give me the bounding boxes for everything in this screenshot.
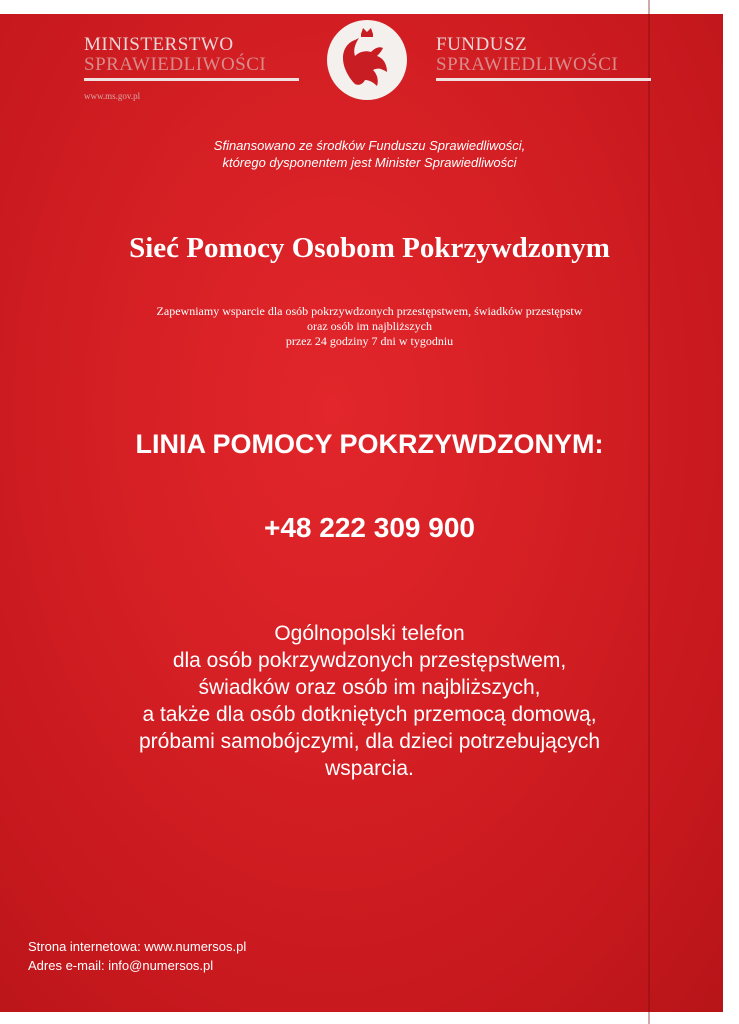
description-line: świadków oraz osób im najbliższych, xyxy=(198,676,541,699)
ministry-url: www.ms.gov.pl xyxy=(84,91,141,101)
ministry-line2: SPRAWIEDLIWOŚCI xyxy=(84,54,267,75)
funded-note-line2: którego dysponentem jest Minister Sprawiedliwości xyxy=(222,155,517,170)
fund-line1: FUNDUSZ xyxy=(436,34,528,55)
support-text xyxy=(0,304,739,349)
description xyxy=(0,620,739,782)
fund-logo xyxy=(436,34,656,81)
footer-website: Strona internetowa: www.numersos.pl xyxy=(28,939,247,954)
description-line: Ogólnopolski telefon xyxy=(274,622,465,645)
fund-line2: SPRAWIEDLIWOŚCI xyxy=(436,54,619,75)
fund-bar xyxy=(436,78,651,81)
page-title: Sieć Pomocy Osobom Pokrzywdzonym xyxy=(129,232,610,264)
scan-margin-bottom xyxy=(0,1012,739,1024)
description-line: próbami samobójczymi, dla dzieci potrzebujących xyxy=(138,730,601,753)
support-line2: oraz osób im najbliższych xyxy=(307,319,432,333)
description-line: dla osób pokrzywdzonych przestępstwem, xyxy=(172,649,567,672)
footer xyxy=(28,937,246,975)
hotline-label: LINIA POMOCY POKRZYWDZONYM: xyxy=(135,429,604,459)
phone-number: +48 222 309 900 xyxy=(264,512,475,543)
ministry-line1: MINISTERSTWO xyxy=(84,34,234,55)
scan-margin-top xyxy=(0,0,739,14)
scan-margin-right xyxy=(723,0,739,1024)
description-line: wsparcia. xyxy=(325,757,414,780)
support-line3: przez 24 godziny 7 dni w tygodniu xyxy=(285,334,454,348)
support-line1: Zapewniamy wsparcie dla osób pokrzywdzonych przestępstwem, świadków przestępstw xyxy=(156,304,583,318)
ministry-logo xyxy=(84,34,304,101)
ministry-bar xyxy=(84,78,299,81)
description-line: a także dla osób dotkniętych przemocą domową, xyxy=(142,703,597,726)
funded-note xyxy=(0,137,739,171)
footer-email: Adres e-mail: info@numersos.pl xyxy=(28,958,214,973)
crowned-eagle-emblem-icon xyxy=(325,18,409,102)
funded-note-line1: Sfinansowano ze środków Funduszu Sprawiedliwości, xyxy=(213,138,526,153)
